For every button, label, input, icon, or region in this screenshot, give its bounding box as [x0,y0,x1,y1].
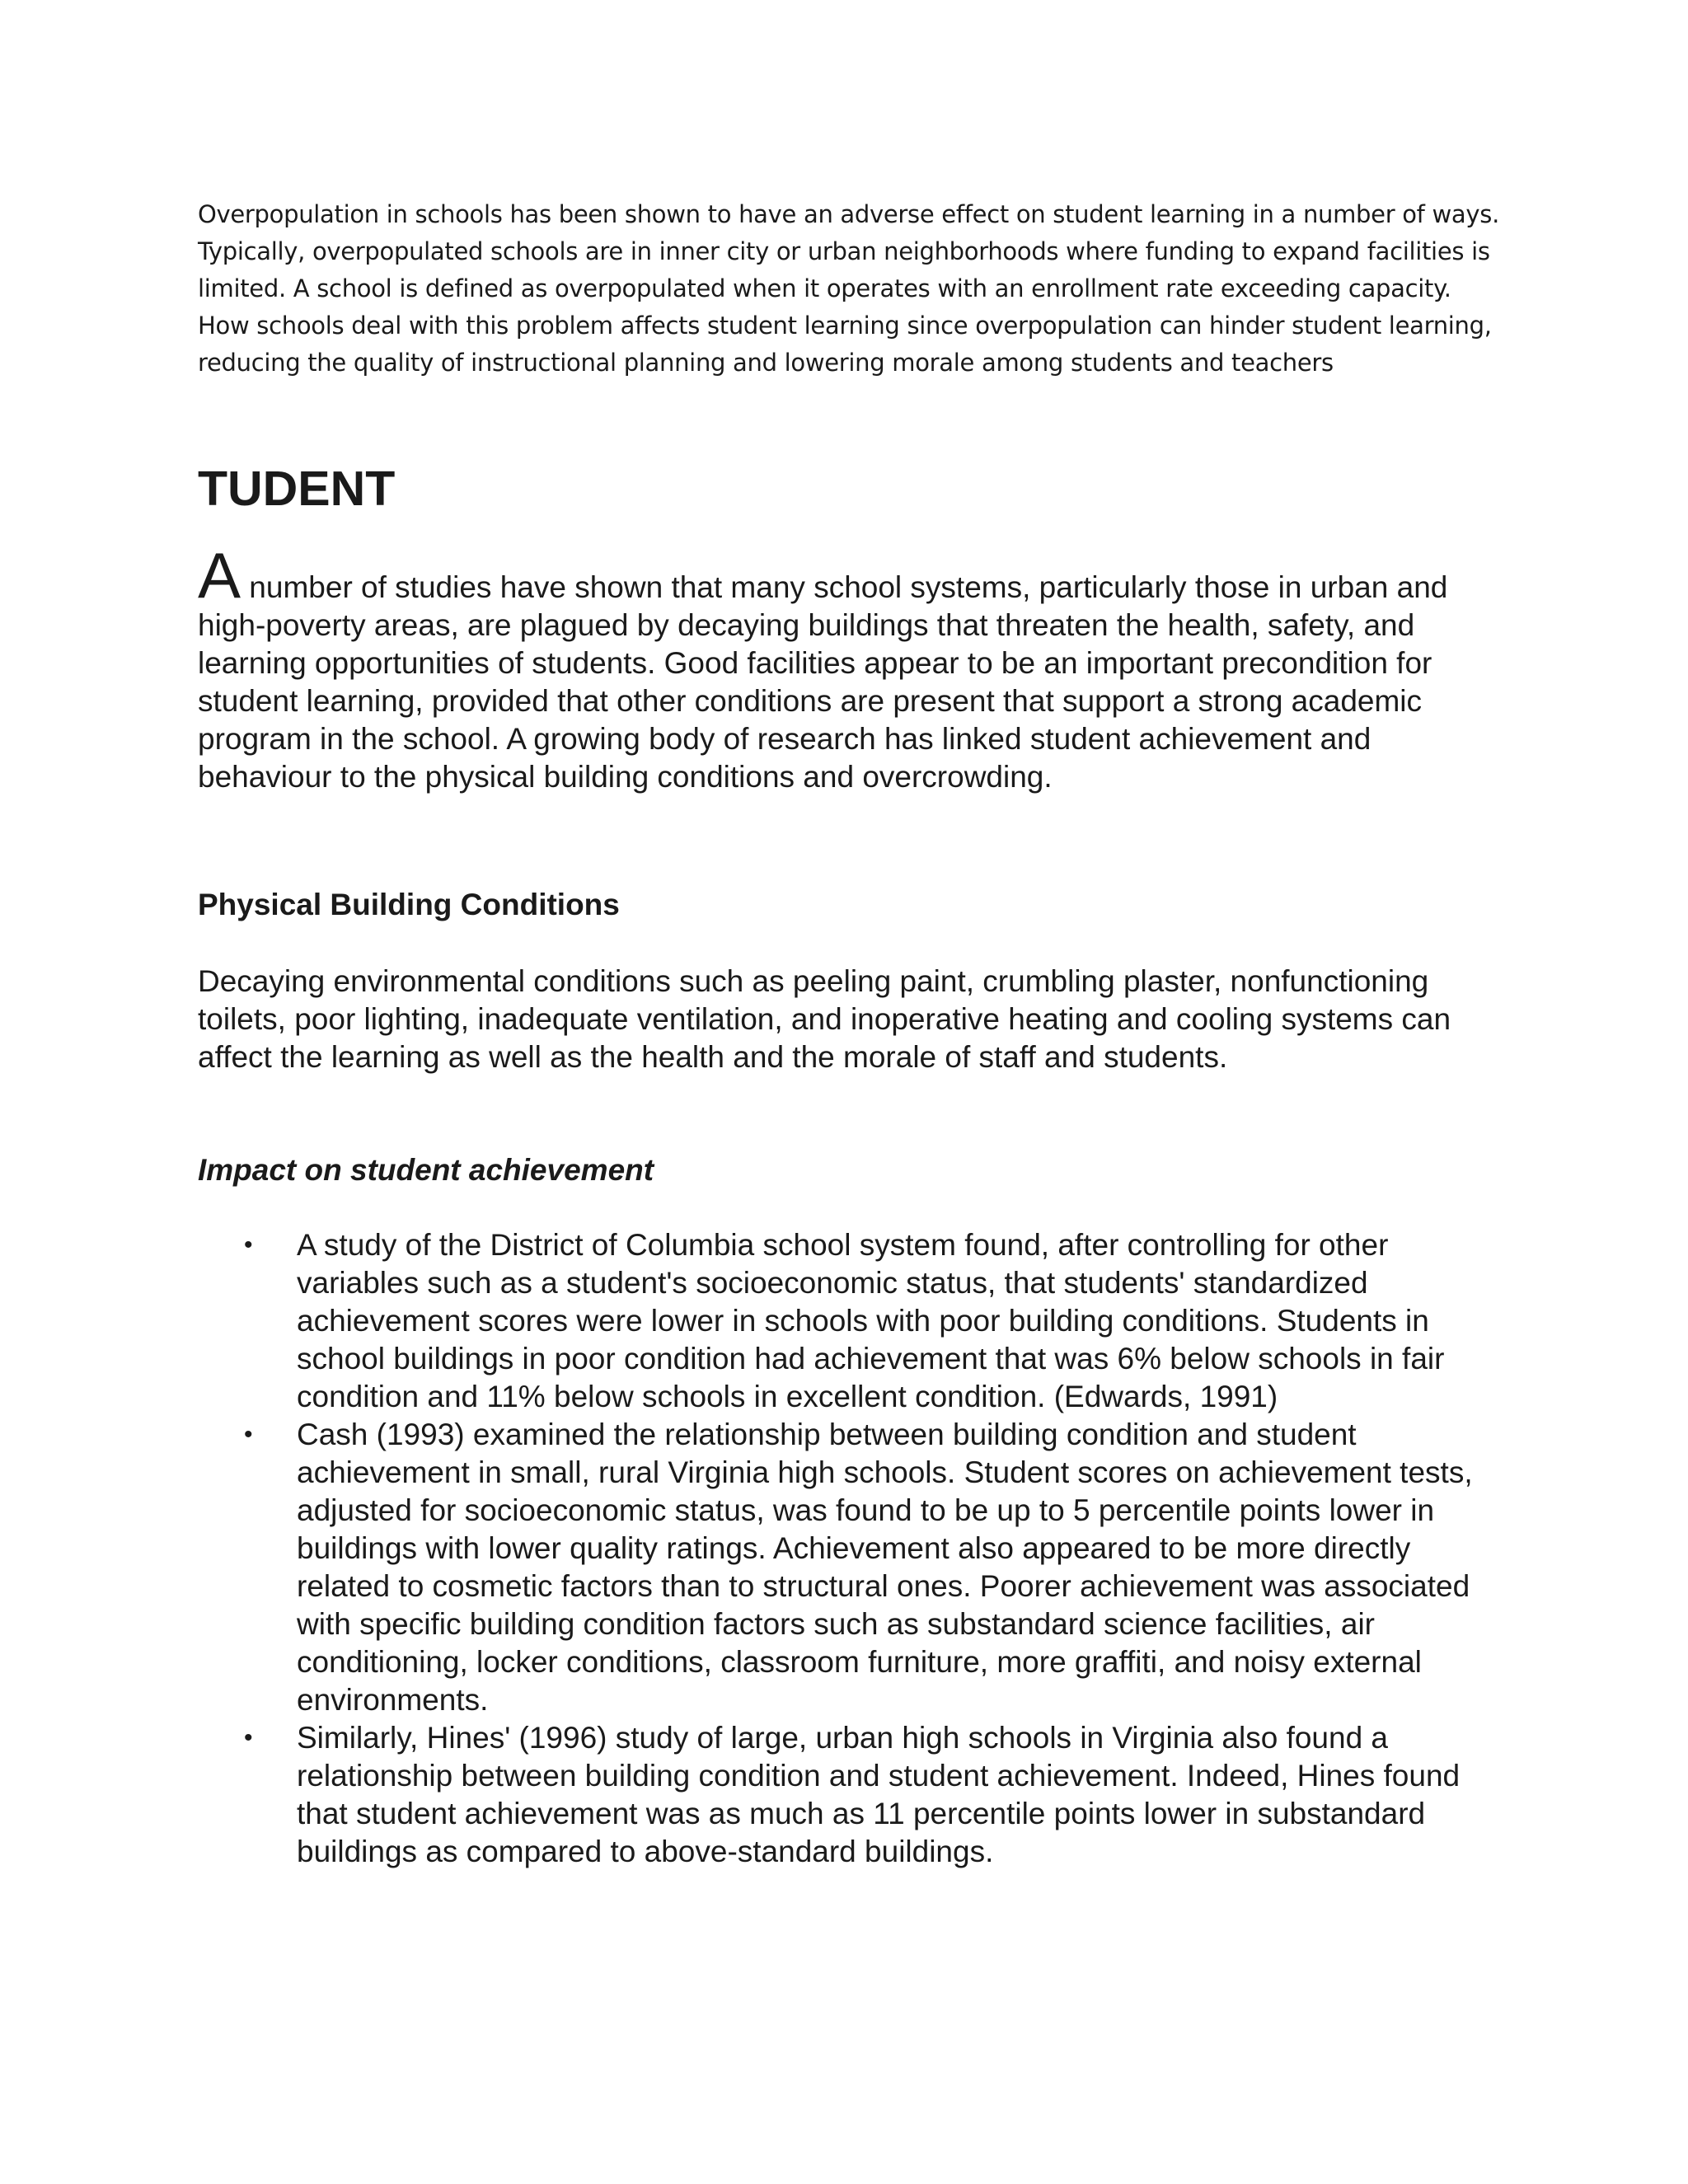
bullet-icon: • [244,1421,253,1448]
lead-text: number of studies have shown that many school systems, particularly those in urban and high-poverty areas, are plagued by decaying buildings that threaten the health, safety, and learning opportunities of students. Good facilities appear to be an important precondition for student learning, provided that other conditions are present that support a strong academic program in the school. A growing body of research has linked student achievement and behaviour to the physical building conditions and overcrowding. [198,570,1448,794]
document-page [198,196,1500,1868]
list-item [198,1416,1500,1719]
list-item-text: Cash (1993) examined the relationship between building condition and student achievement in small, rural Virginia high schools. Student scores on achievement tests, adjusted for socioeconomic status, was found to be up to 5 percentile points lower in buildings with lower quality ratings. Achievement also appeared to be more directly related to cosmetic factors than to structural ones. Poorer achievement was associated with specific building condition factors such as substandard science facilities, air conditioning, locker conditions, classroom furniture, more graffiti, and noisy external environments. [297,1418,1473,1717]
list-item [198,1226,1500,1416]
list-item-text: Similarly, Hines' (1996) study of large, urban high schools in Virginia also found a relationship between building condition and student achievement. Indeed, Hines found that student achievement was as much as 11 percentile points lower in substandard buildings as compared to above-standard buildings. [297,1721,1461,1868]
intro-paragraph: Overpopulation in schools has been shown to have an adverse effect on student learning in a number of ways. Typically, overpopulated schools are in inner city or urban neighborhoods where funding to expand facilities is limited. A school is defined as overpopulated when it operates with an enrollment rate exceeding capacity. How schools deal with this problem affects student learning since overpopulation can hinder student learning, reducing the quality of instructional planning and lowering morale among students and teachers [198,200,1499,377]
conditions-paragraph: Decaying environmental conditions such as peeling paint, crumbling plaster, nonfunctioning toilets, poor lighting, inadequate ventilation, and inoperative heating and cooling systems can affect the learning as well as the health and the morale of staff and students. [198,964,1451,1074]
list-item [198,1719,1500,1871]
bullet-icon: • [244,1231,253,1258]
section-heading: TUDENT [198,462,396,516]
physical-building-heading: Physical Building Conditions [198,888,620,921]
lead-paragraph [198,539,1500,796]
achievement-list [198,1226,1500,1871]
list-item-text: A study of the District of Columbia school system found, after controlling for other variables such as a student's socioeconomic status, that students' standardized achievement scores were lower in schools with poor building conditions. Students in school buildings in poor condition had achievement that was 6% below schools in fair condition and 11% below schools in excellent condition. (Edwards, 1991) [297,1228,1445,1413]
bullet-icon: • [244,1724,253,1751]
drop-cap: A [198,539,241,612]
impact-heading: Impact on student achievement [198,1153,654,1187]
